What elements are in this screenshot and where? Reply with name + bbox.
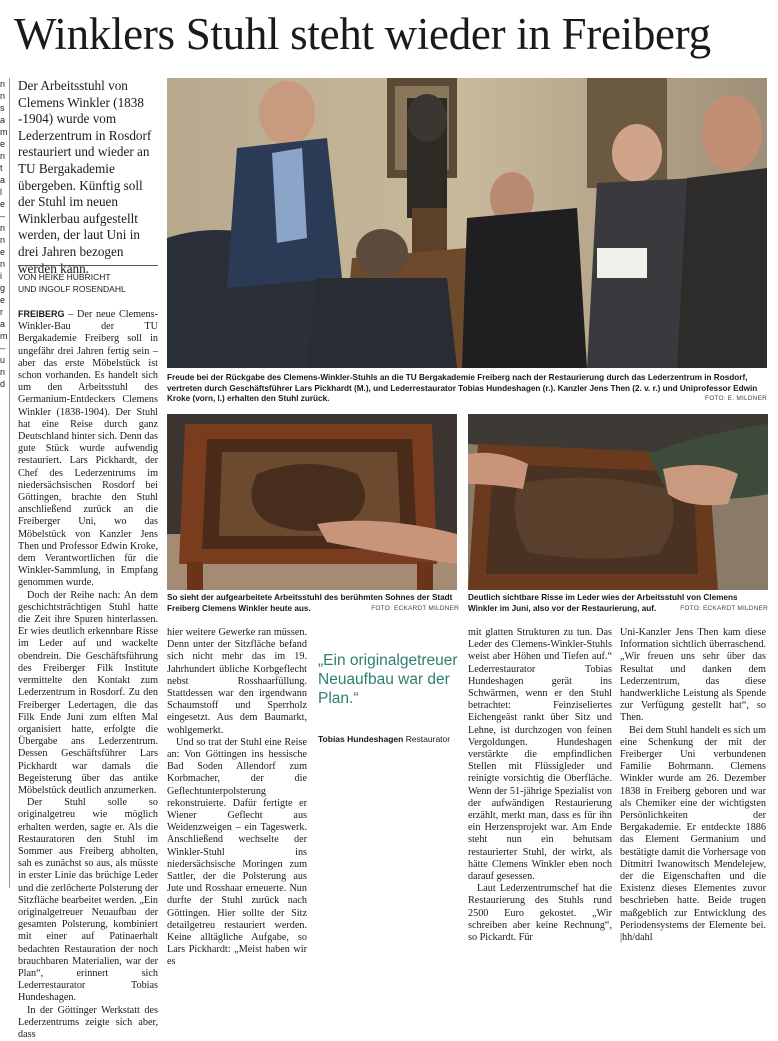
dateline: FREIBERG (18, 309, 65, 319)
col3-para-1: mit glatten Strukturen zu tun. Das Leder des Clemens-Winkler-Stuhls weist aber Höhen und Tiefen auf.“ Lederrestaurator Tobias Hundeshagen gerät ins Schwärmen, wenn er den Stuhl betrachtet: Feinziseliertes Eichengeäst rankt über Sitz und Lehne, ist durchzogen von feinen Vergoldungen. Hundeshagen verstärkte die empfindlichen Stellen mit Flüssigleder und reinigte vorsichtig die Oberfläche. Wenn der 51-jährige Spezialist von der aufwändigen Restaurierung erzählt, merkt man, dass es für ihn ein Herzensprojekt war. Am Ende steht nun ein behutsam restaurierter Stuhl, der wirkt, als hätte Clemens Winkler eben noch darauf gesessen. (468, 627, 612, 883)
strip-char: g (0, 283, 6, 293)
strip-char: t (0, 163, 3, 173)
strip-char: n (0, 91, 6, 101)
left-caption-text: So sieht der aufgearbeitete Arbeitsstuhl des berühmten Sohnes der Stadt Freiberg Clemens Winkler heute aus. (167, 593, 453, 613)
strip-char: a (0, 115, 6, 125)
strip-char: e (0, 139, 6, 149)
strip-char: – (0, 343, 6, 353)
byline-line-2: UND INGOLF ROSENDAHL (18, 284, 126, 294)
col1-para-1-text: – Der neue Clemens-Winkler-Bau der TU Bergakademie Freiberg soll in ungefähr drei Jahren fertig sein – aber das erste Möbelstück ist schon vorhanden. Es handelt sich um den Arbeitsstuhl des Germanium-Entdeckers Clemens Winkler (1838-1904). Der Stuhl hat eine Reise durch ganz Deutschland hinter sich. Denn das gute Stück wurde aufwendig restauriert. Lars Pickhardt, der Chef des Lederzentrums im niedersächsischen Rosdorf bei Göttingen, brachte den Stuhl anschließend zurück an die Freiberger Uni, wo das Möbelstück von Kanzler Jens Then und Professor Edwin Kroke, dem Verantwortlichen für die Winkler-Sammlung, in Empfang genommen wurde. (18, 309, 158, 589)
article-column-4 (620, 627, 766, 944)
article-lead: Der Arbeitsstuhl von Clemens Winkler (1838 -1904) wurde vom Lederzentrum in Rosdorf restauriert und wieder an TU Bergakademie übergeben. Künftig soll der Stuhl im neuen Winklerbau aufgestellt werden, der laut Uni in drei Jahren bezogen werden kann. (18, 78, 152, 276)
article-column-1 (18, 308, 158, 1040)
right-photo-credit: FOTO: ECKARDT MILDNER (680, 604, 768, 612)
right-caption-text: Deutlich sichtbare Risse im Leder wies der Arbeitsstuhl von Clemens Winkler im Juni, also vor der Restaurierung, auf. (468, 593, 738, 613)
strip-char: d (0, 379, 6, 389)
strip-char: e (0, 247, 6, 257)
main-photo (167, 78, 767, 368)
byline-line-1: VON HEIKE HUBRICHT (18, 272, 111, 282)
main-photo-caption (167, 373, 767, 405)
right-photo-caption (468, 593, 768, 614)
strip-char: n (0, 223, 6, 233)
strip-char: m (0, 127, 8, 137)
strip-char: n (0, 367, 6, 377)
main-caption-text: Freude bei der Rückgabe des Clemens-Winkler-Stuhls an die TU Bergakademie Freiberg nach der Restaurierung durch das Lederzentrum in Rosdorf, vertreten durch Geschäftsführer Lars Pickhardt (M.), und Lederrestaurator Tobias Hundeshagen (r.). Kanzler Jens Then (2. v. r.) und Uniprofessor Edwin Kroke (vorn, l.) erhalten den Stuhl zurück. (167, 373, 758, 404)
col2-para-1: hier weitere Gewerke ran müssen. Denn unter der Sitzfläche befand sich nicht mehr das im 19. Jahrhundert übliche Korbgeflecht nebst Rosshaarfüllung. Stattdessen war den irgendwann Schaumstoff und Sperrholz eingesetzt. Aus dem Baumarkt, wohlgemerkt. (167, 627, 307, 736)
headline: Winklers Stuhl steht wieder in Freiberg (14, 9, 711, 59)
strip-char: a (0, 175, 6, 185)
pull-quote: „Ein originalgetreuer Neuaufbau war der Plan.“ (318, 652, 458, 707)
article-column-3 (468, 627, 612, 944)
col1-para-1 (18, 308, 158, 590)
col4-para-2: Bei dem Stuhl handelt es sich um eine Schenkung der mit der Freiberger Uni verbundenen Familie Bohrmann. Clemens Winkler wurde am 26. Dezember 1838 in Freiberg geboren und war als Chemiker eine der wichtigsten Persönlichkeiten der Bergakademie. Er entdeckte 1886 das Element Germanium und bestätigte damit die Vorhersage von Ditmitri Iwanowitsch Mendelejew, der die Eigenschaften und die Existenz dieses Elementes zuvor beschrieben hatte. Beide trugen maßgeblich zur Entwicklung des Periodensystems der Elemente bei. |hh/dahl (620, 724, 766, 944)
article-column-2 (167, 627, 307, 968)
strip-char: n (0, 79, 6, 89)
left-photo-caption (167, 593, 459, 614)
chair-restored-photo (167, 414, 457, 590)
strip-char: s (0, 103, 5, 113)
chair-damaged-photo (468, 414, 768, 590)
strip-char: – (0, 211, 6, 221)
neighbor-article-strip (0, 78, 10, 888)
col1-para-2: Doch der Reihe nach: An dem geschichtsträchtigen Stuhl hatte die Zeit ihre Spuren hinterlassen. Er wies deutlich erkennbare Risse im Leder auf und wackelte obendrein. Die Geschäftsführung des Freiberger Filk Institute vermittelte den Kontakt zum Lederzentrum in Rosdorf. Zu den Freiberger Ledertagen, die das Filk Ende Juni zum elften Mal organisiert hatte, erfolgte die Übergabe ans Lederzentrum. Dessen Geschäftsführer Lars Pickhardt war damals die Begeisterung über das antike Möbelstück deutlich anzumerken. (18, 589, 158, 796)
col2-para-2: Und so trat der Stuhl eine Reise an: Von Göttingen ins hessische Bad Soden Allendorf zum Korbmacher, der die Geflechtunterpolsterung rekonstruierte. Dafür fertigte er Wiener Geflecht aus Weidenzweigen – ein Tageswerk. Anschließend wechselte der Winkler-Stuhl ins niedersächsische Moringen zum Sattler, der die Polsterung aus Jute und Rosshaar erneuerte. Nun durfte der Stuhl zurück nach Göttingen. Hier sollte der Sitz detailgetreu restauriert werden. Keine alltägliche Aufgabe, so Lars Pickhardt: „Meist haben wir es (167, 736, 307, 968)
strip-char: n (0, 259, 6, 269)
strip-char: m (0, 331, 8, 341)
strip-char: n (0, 151, 6, 161)
col3-para-2: Laut Lederzentrumschef hat die Restaurierung des Stuhls rund 2500 Euro gekostet. „Wir schreiben aber keine Rechnung“, so Pickardt. Für (468, 883, 612, 944)
strip-char: n (0, 235, 6, 245)
strip-char: l (0, 187, 2, 197)
col1-para-3: Der Stuhl solle so originalgetreu wie möglich erhalten werden, sagte er. Als die Restauratoren den Stuhl im Sommer aus Freiberg abholten, sah es zunächst so aus, als müsste in erster Linie das brüchige Leder und die zerlöcherte Polsterung der Sitzfläche bearbeitet werden. „Ein originalgetreuer Neuaufbau der gesamten Polsterung, kombiniert mit einer auf Patinaerhalt bedachten Restauration der noch brauchbaren Materialien, war der Plan“, erinnert sich Lederrestaurator Tobias Hundeshagen. (18, 797, 158, 1004)
main-photo-credit: FOTO: E. MILDNER (705, 395, 767, 403)
strip-char: i (0, 271, 2, 281)
strip-char: e (0, 199, 6, 209)
col4-para-1: Uni-Kanzler Jens Then kam diese Information sichtlich überraschend. „Wir freuen uns sehr über das Resultat und danken dem Lederzentrum, das diese handwerkliche Leistung als Spende zur Verfügung gestellt hat“, so Then. (620, 627, 766, 724)
quote-source-role: Restaurator (403, 734, 451, 744)
pull-quote-source (318, 734, 468, 744)
strip-char: a (0, 319, 6, 329)
strip-char: e (0, 295, 6, 305)
strip-char: r (0, 307, 3, 317)
col1-para-4: In der Göttinger Werkstatt des Lederzentrums zeigte sich aber, dass (18, 1004, 158, 1040)
quote-source-name: Tobias Hundeshagen (318, 734, 404, 744)
strip-char: u (0, 355, 6, 365)
left-photo-credit: FOTO: ECKARDT MILDNER (371, 604, 459, 612)
byline (18, 265, 158, 295)
